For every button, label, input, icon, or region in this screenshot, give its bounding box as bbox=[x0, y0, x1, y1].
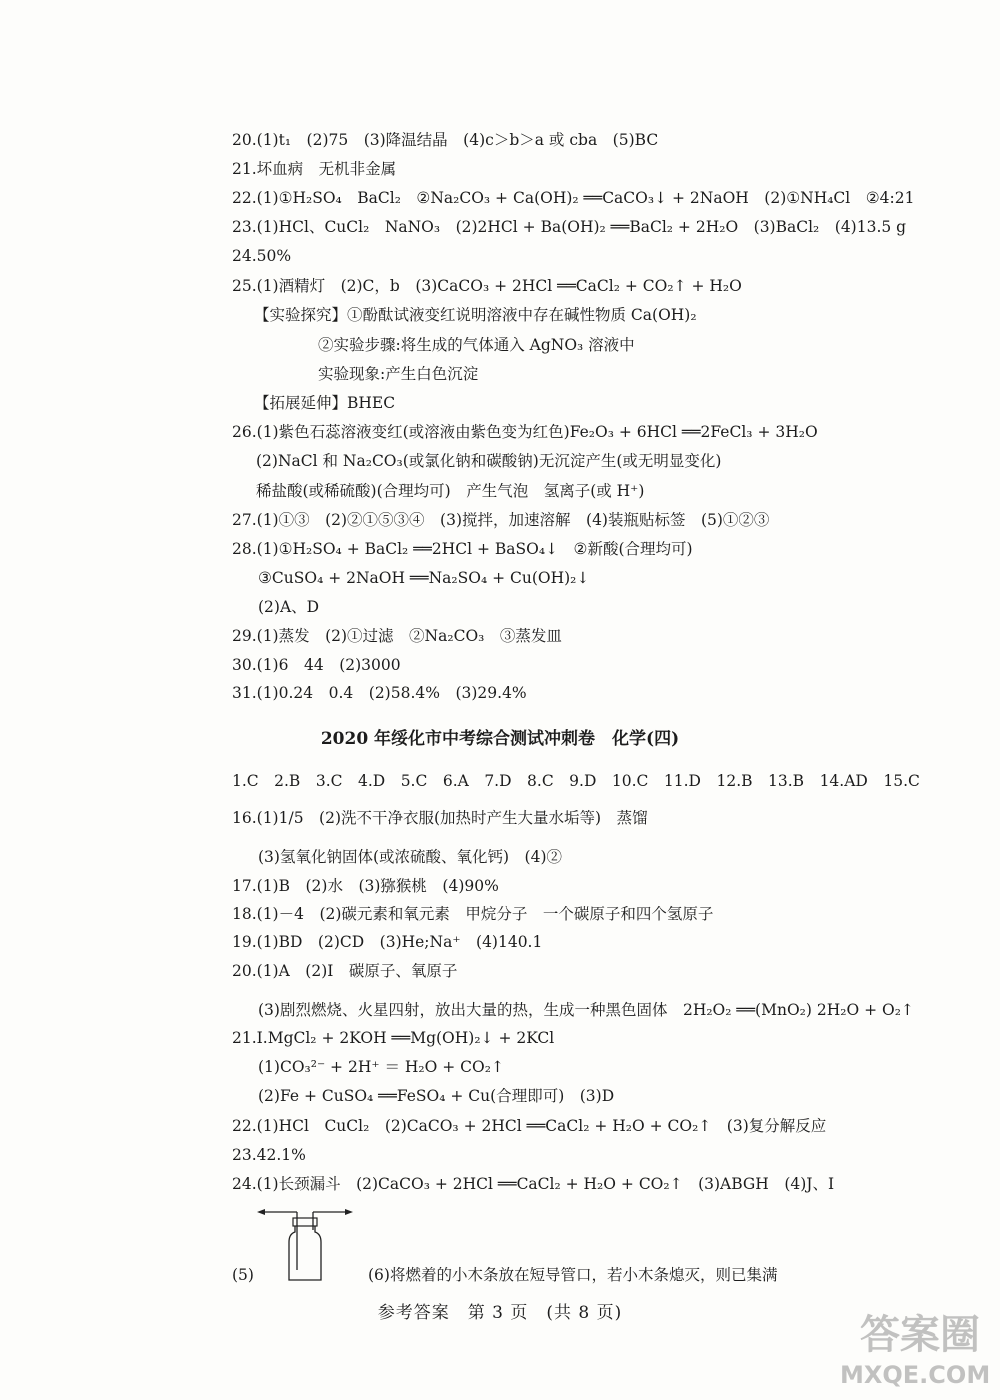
page-footer: 参考答案 第 3 页 (共 8 页) bbox=[377, 1303, 623, 1323]
answer-line: (2)A、D bbox=[258, 598, 320, 616]
answer-line: 实验现象:产生白色沉淀 bbox=[318, 365, 479, 383]
answer-line: 稀盐酸(或稀硫酸)(合理均可) 产生气泡 氢离子(或 H⁺) bbox=[256, 482, 645, 500]
watermark-bottom: MXQE.COM bbox=[840, 1361, 991, 1389]
answer-line: 19.(1)BD (2)CD (3)He;Na⁺ (4)140.1 bbox=[232, 933, 543, 951]
answer-line: 25.(1)酒精灯 (2)C，b (3)CaCO₃ + 2HCl ══CaCl₂ + CO₂↑ + H₂O bbox=[232, 277, 742, 295]
answer-line: (3)剧烈燃烧、火星四射，放出大量的热，生成一种黑色固体 2H₂O₂ ══(MnO₂) 2H₂O + O₂↑ bbox=[258, 1001, 914, 1019]
answer-line: 1.C 2.B 3.C 4.D 5.C 6.A 7.D 8.C 9.D 10.C 11.D 12.B 13.B 14.AD 15.C bbox=[232, 772, 920, 790]
answer-line: 28.(1)①H₂SO₄ + BaCl₂ ══2HCl + BaSO₄↓ ②新酸(合理均可) bbox=[232, 540, 693, 558]
answer-line: 24.50% bbox=[232, 247, 292, 265]
watermark-top: 答案圈 bbox=[860, 1312, 980, 1358]
answer-line: 23.42.1% bbox=[232, 1146, 306, 1164]
gas-collection-bottle-diagram bbox=[255, 1200, 355, 1285]
section-title: 2020 年绥化市中考综合测试冲刺卷 化学(四) bbox=[320, 729, 680, 749]
answer-line: 21.坏血病 无机非金属 bbox=[232, 160, 397, 178]
answer-line: 30.(1)6 44 (2)3000 bbox=[232, 656, 401, 674]
answer-line: 20.(1)t₁ (2)75 (3)降温结晶 (4)c＞b＞a 或 cba (5)BC bbox=[232, 131, 659, 149]
answer-line: 22.(1)HCl CuCl₂ (2)CaCO₃ + 2HCl ══CaCl₂ + H₂O + CO₂↑ (3)复分解反应 bbox=[232, 1117, 827, 1135]
answer-line: (6)将燃着的小木条放在短导管口，若小木条熄灭，则已集满 bbox=[368, 1266, 778, 1284]
answer-line: ②实验步骤:将生成的气体通入 AgNO₃ 溶液中 bbox=[318, 336, 635, 354]
answer-line: (3)氢氧化钠固体(或浓硫酸、氧化钙) (4)② bbox=[258, 848, 563, 866]
answer-line: 26.(1)紫色石蕊溶液变红(或溶液由紫色变为红色)Fe₂O₃ + 6HCl ══2FeCl₃ + 3H₂O bbox=[232, 423, 818, 441]
answer-line: 29.(1)蒸发 (2)①过滤 ②Na₂CO₃ ③蒸发皿 bbox=[232, 627, 562, 645]
watermark-logo bbox=[840, 1310, 1000, 1400]
answer-line: ③CuSO₄ + 2NaOH ══Na₂SO₄ + Cu(OH)₂↓ bbox=[258, 569, 590, 587]
answer-line: 27.(1)①③ (2)②①⑤③④ (3)搅拌，加速溶解 (4)装瓶贴标签 (5)①②③ bbox=[232, 511, 770, 529]
answer-line: 21.Ⅰ.MgCl₂ + 2KOH ══Mg(OH)₂↓ + 2KCl bbox=[232, 1029, 555, 1047]
answer-line: 22.(1)①H₂SO₄ BaCl₂ ②Na₂CO₃ + Ca(OH)₂ ══CaCO₃↓ + 2NaOH (2)①NH₄Cl ②4:21 bbox=[232, 189, 915, 207]
answer-line: 23.(1)HCl、CuCl₂ NaNO₃ (2)2HCl + Ba(OH)₂ ══BaCl₂ + 2H₂O (3)BaCl₂ (4)13.5 g bbox=[232, 218, 907, 236]
answer-line: 18.(1)－4 (2)碳元素和氧元素 甲烷分子 一个碳原子和四个氢原子 bbox=[232, 905, 714, 923]
answer-line: 24.(1)长颈漏斗 (2)CaCO₃ + 2HCl ══CaCl₂ + H₂O + CO₂↑ (3)ABGH (4)J、I bbox=[232, 1175, 835, 1193]
answer-line: (1)CO₃²⁻ + 2H⁺ ＝ H₂O + CO₂↑ bbox=[258, 1058, 504, 1076]
answer-line: (2)Fe + CuSO₄ ══FeSO₄ + Cu(合理即可) (3)D bbox=[258, 1087, 615, 1105]
answer-line: 31.(1)0.24 0.4 (2)58.4% (3)29.4% bbox=[232, 684, 527, 702]
answer-line: (2)NaCl 和 Na₂CO₃(或氯化钠和碳酸钠)无沉淀产生(或无明显变化) bbox=[256, 452, 722, 470]
answer-line: 【拓展延伸】BHEC bbox=[254, 394, 396, 412]
answer-line: 16.(1)1/5 (2)洗不干净衣服(加热时产生大量水垢等) 蒸馏 bbox=[232, 809, 648, 827]
answer-line: 【实验探究】①酚酞试液变红说明溶液中存在碱性物质 Ca(OH)₂ bbox=[254, 306, 697, 324]
q24-5-label: (5) bbox=[232, 1266, 254, 1284]
answer-line: 17.(1)B (2)水 (3)猕猴桃 (4)90% bbox=[232, 877, 499, 895]
answer-line: 20.(1)A (2)Ⅰ 碳原子、氧原子 bbox=[232, 962, 458, 980]
